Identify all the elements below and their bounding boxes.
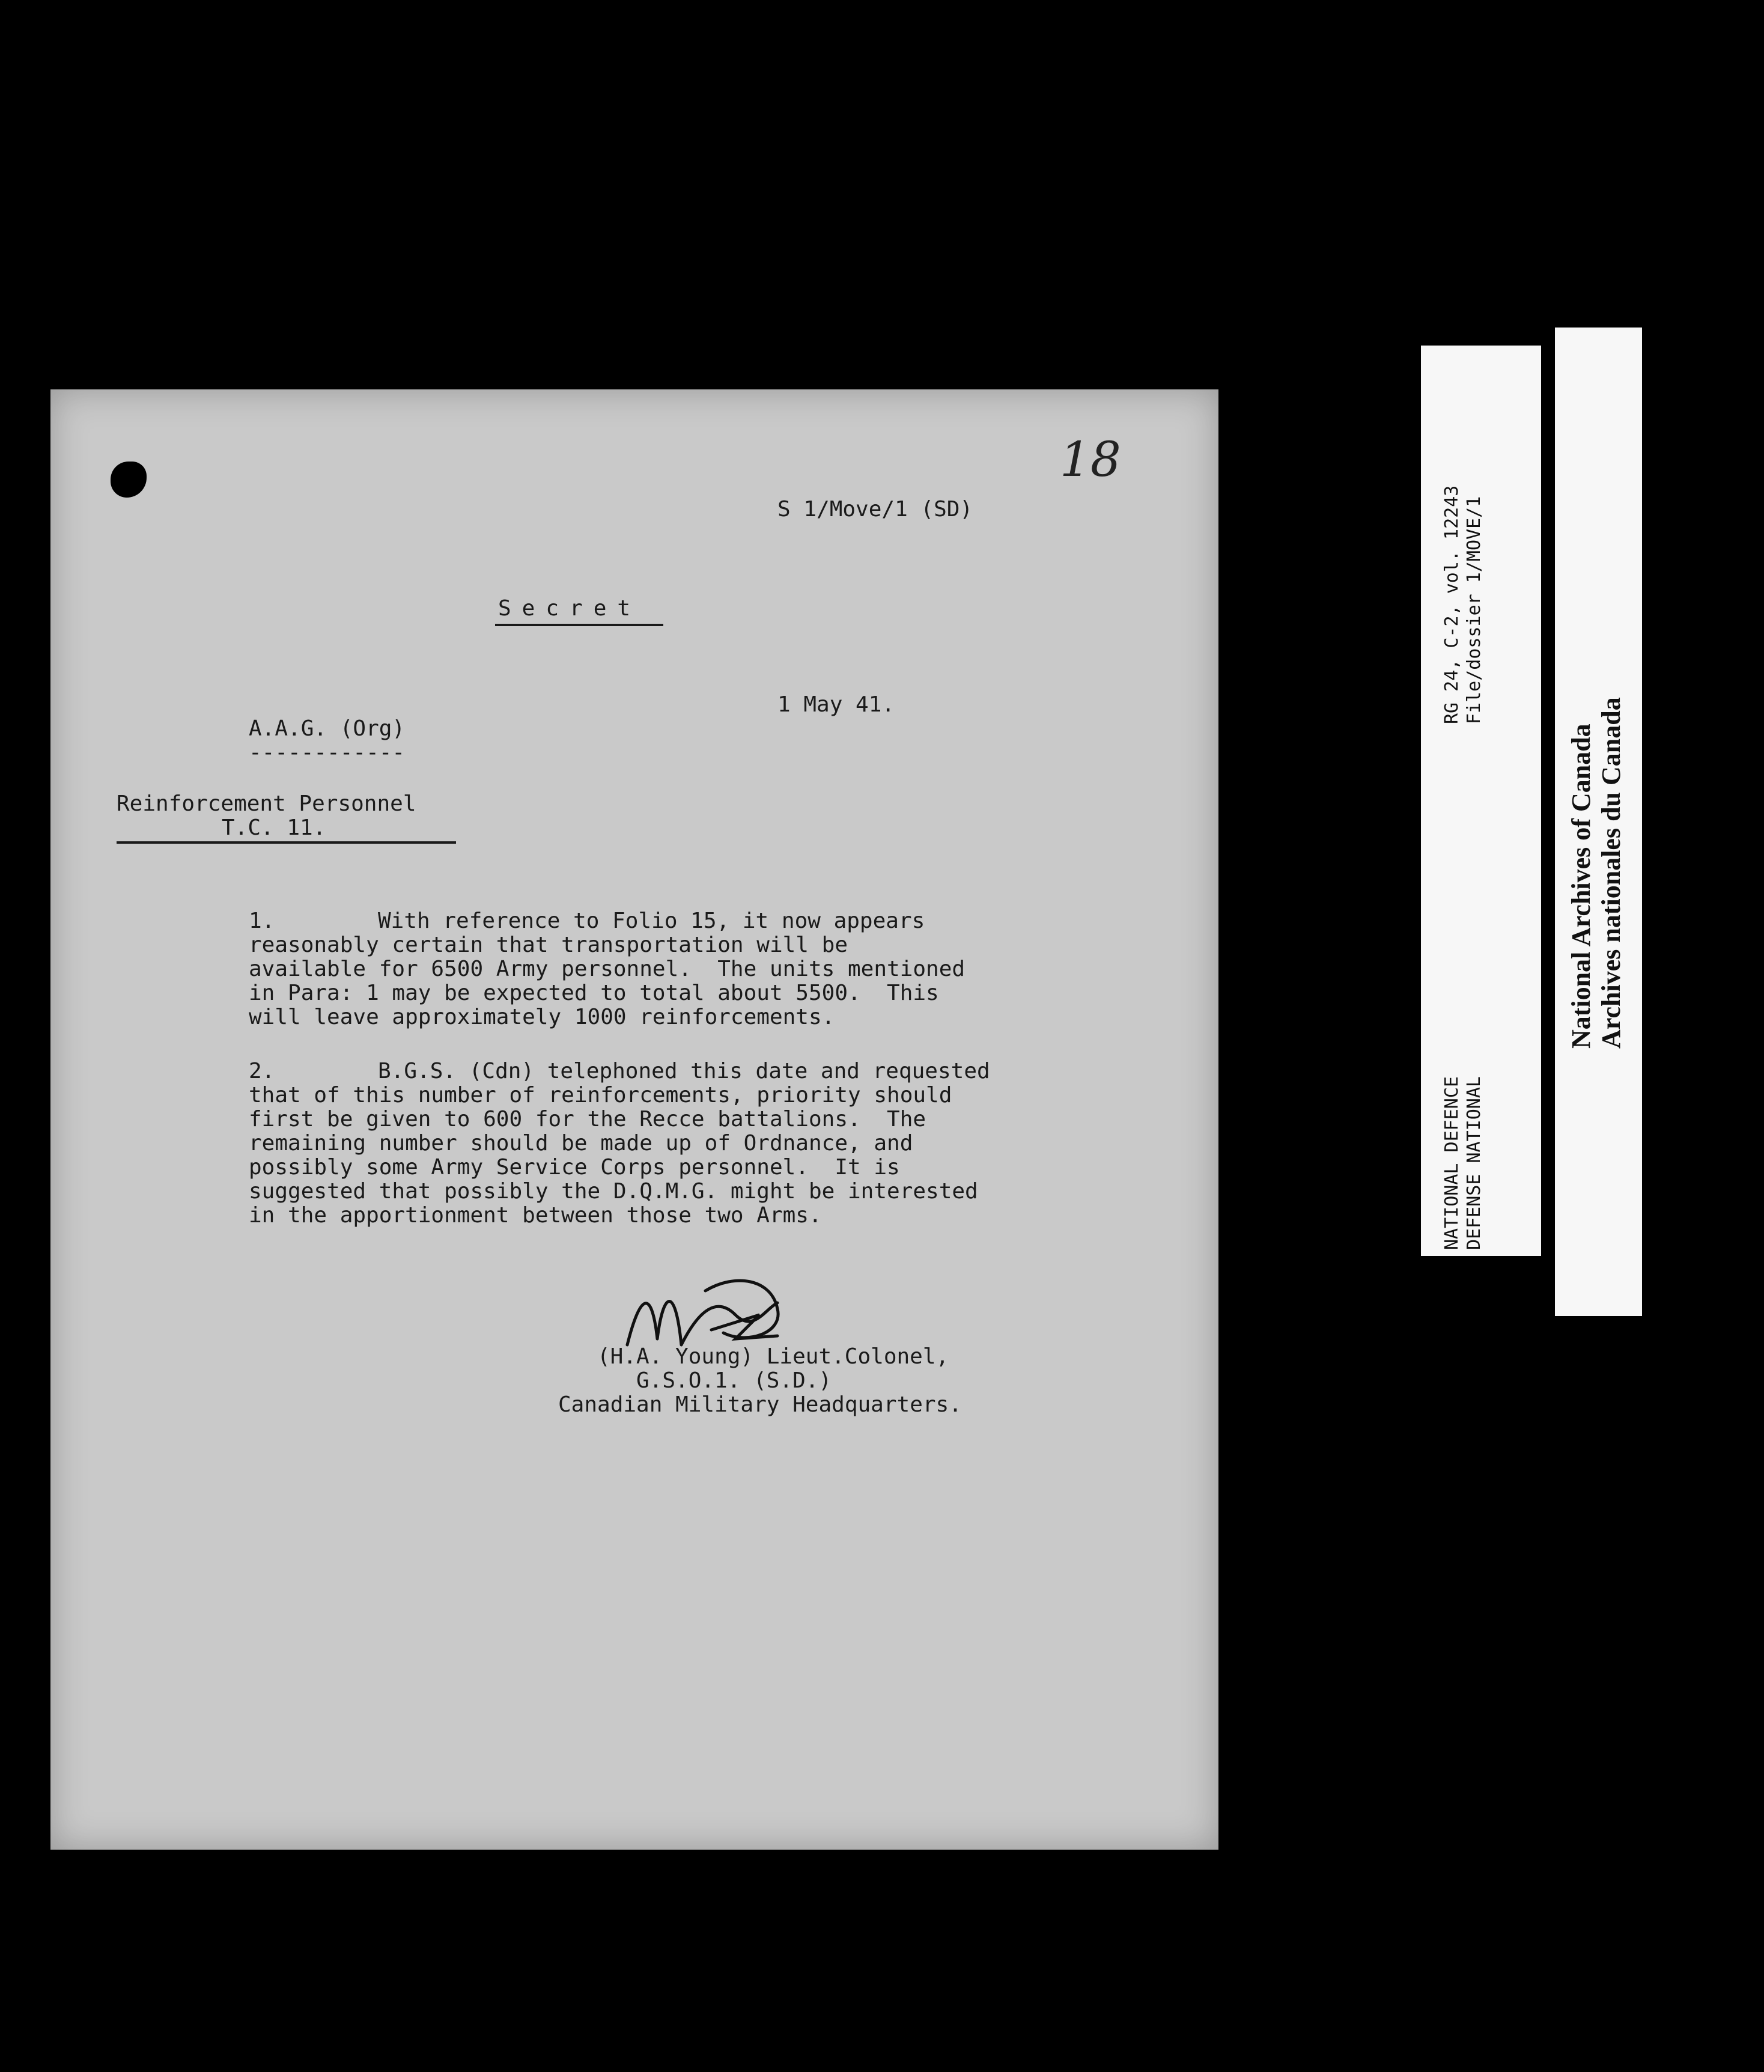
department-label-english: NATIONAL DEFENCE — [1441, 1076, 1462, 1250]
paragraph-line: remaining number should be made up of Ordnance, and — [249, 1131, 913, 1156]
document-date: 1 May 41. — [777, 692, 895, 717]
paragraph-line: suggested that possibly the D.Q.M.G. might be interested — [249, 1179, 978, 1204]
paragraph-number: 2. — [249, 1059, 275, 1083]
archive-name-french: Archives nationales du Canada — [1596, 697, 1626, 1049]
paragraph-line: first be given to 600 for the Recce battalions. The — [249, 1107, 926, 1132]
punch-hole — [111, 462, 147, 498]
paragraph-line: will leave approximately 1000 reinforcements. — [249, 1005, 835, 1029]
paragraph-line: With reference to Folio 15, it now appears — [378, 909, 925, 933]
paragraph-line: in Para: 1 may be expected to total about 5500. This — [249, 981, 939, 1005]
reference-number: S 1/Move/1 (SD) — [777, 497, 973, 522]
paragraph-line: reasonably certain that transportation will be — [249, 933, 848, 957]
signatory-headquarters: Canadian Military Headquarters. — [558, 1392, 962, 1417]
folio-number: 18 — [1060, 431, 1121, 487]
classification-underline — [495, 624, 663, 626]
paragraph-line: in the apportionment between those two Arms. — [249, 1203, 822, 1228]
subject-line-2: T.C. 11. — [222, 815, 326, 840]
subject-underline — [117, 841, 456, 844]
paragraph-line: B.G.S. (Cdn) telephoned this date and requested — [378, 1059, 990, 1083]
signatory-name: (H.A. Young) Lieut.Colonel, — [597, 1344, 949, 1369]
archive-name-english: National Archives of Canada — [1566, 724, 1596, 1049]
paragraph-line: possibly some Army Service Corps personnel. It is — [249, 1155, 900, 1180]
classification: Secret — [498, 596, 642, 621]
archive-reference-label — [1421, 346, 1541, 1256]
paragraph-line: that of this number of reinforcements, priority should — [249, 1083, 952, 1108]
paragraph-number: 1. — [249, 909, 275, 933]
subject-line-1: Reinforcement Personnel — [117, 791, 416, 816]
archive-name-label — [1555, 328, 1642, 1316]
addressee: A.A.G. (Org) — [249, 716, 406, 741]
addressee-underline: ------------ — [249, 740, 406, 765]
document-page — [50, 389, 1218, 1850]
department-label-french: DEFENSE NATIONAL — [1464, 1076, 1485, 1250]
signatory-appointment: G.S.O.1. (S.D.) — [636, 1368, 832, 1393]
archive-reference-line-2: File/dossier 1/MOVE/1 — [1464, 496, 1485, 724]
paragraph-line: available for 6500 Army personnel. The units mentioned — [249, 957, 966, 981]
archive-reference-line-1: RG 24, C-2, vol. 12243 — [1441, 485, 1462, 724]
